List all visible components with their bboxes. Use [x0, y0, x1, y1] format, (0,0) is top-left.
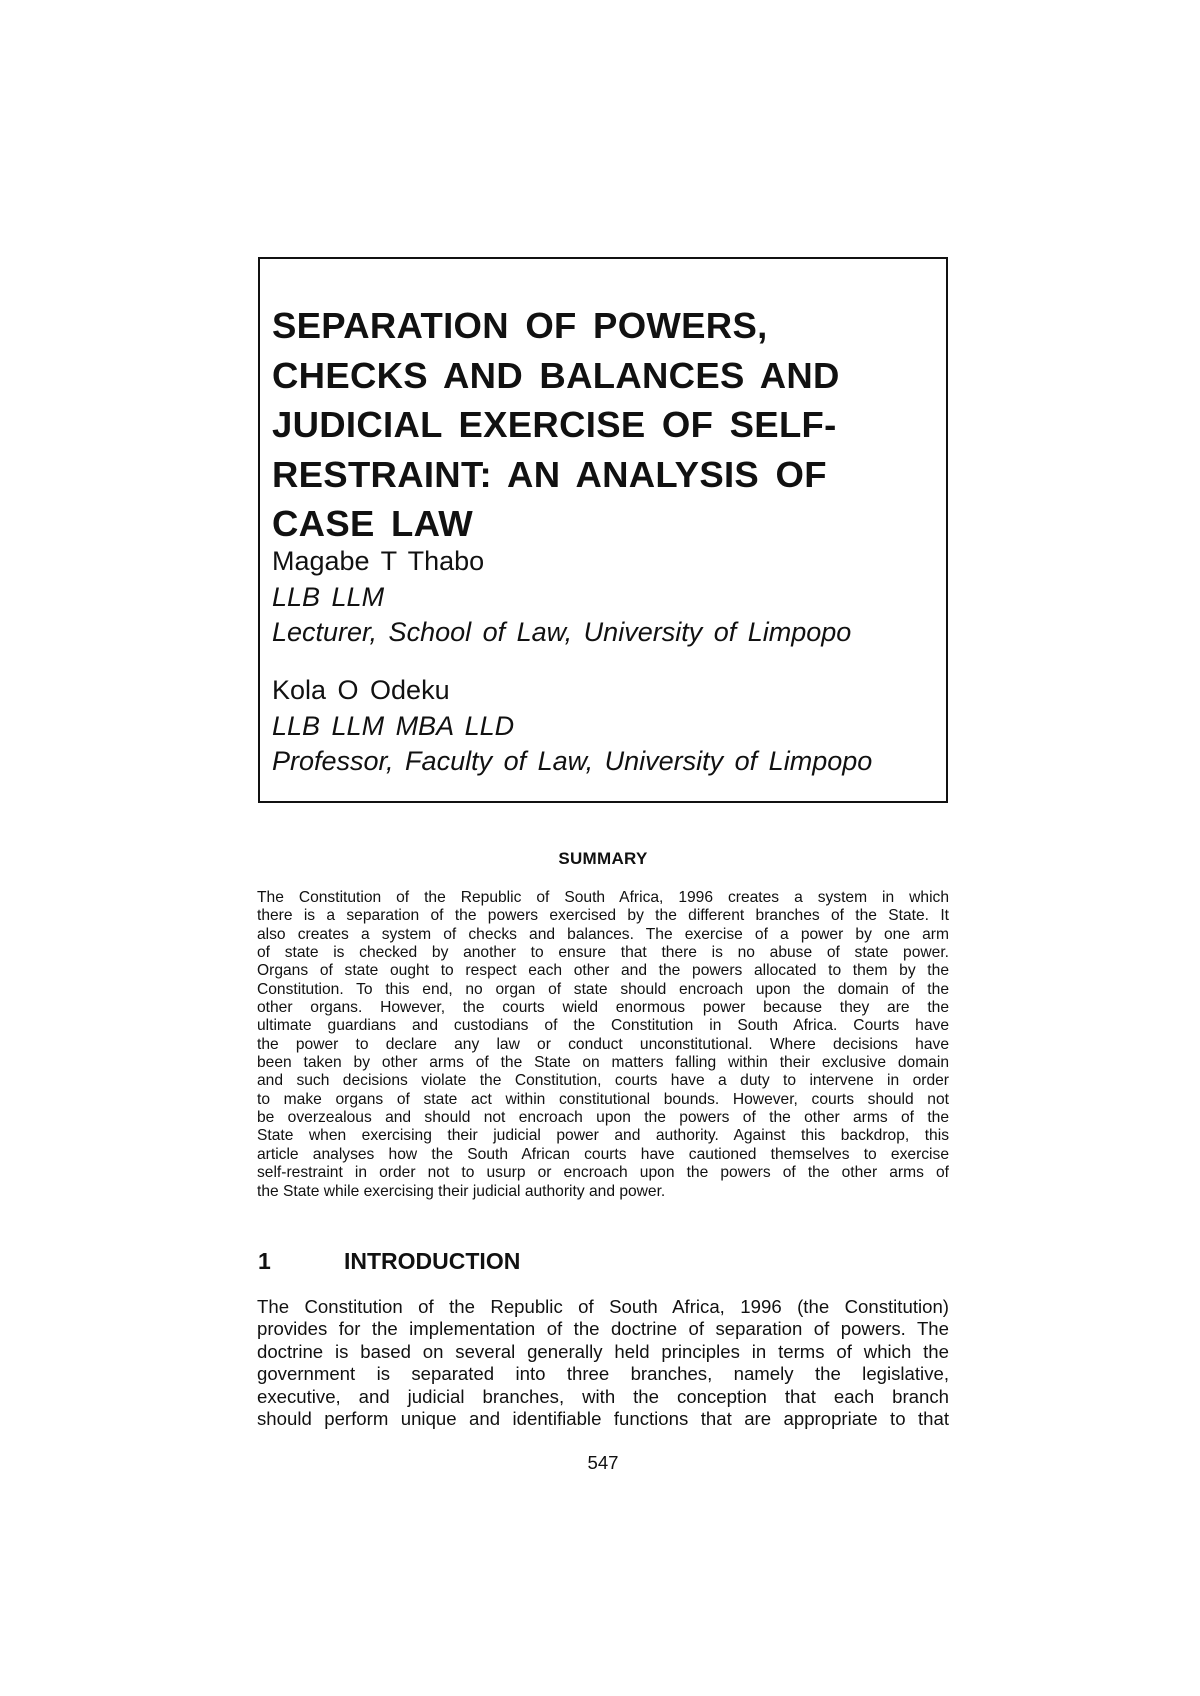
author-degrees: LLB LLM	[272, 581, 385, 612]
summary-heading: SUMMARY	[558, 849, 648, 868]
title-line: RESTRAINT: AN ANALYSIS OF	[272, 453, 827, 495]
summary-line: be overzealous and should not encroach upon the powers of the other arms of the	[257, 1109, 949, 1127]
author-name: Magabe T Thabo	[272, 546, 485, 576]
title-line: JUDICIAL EXERCISE OF SELF-	[272, 404, 837, 445]
summary-line: been taken by other arms of the State on matters falling within their exclusive domain	[257, 1054, 949, 1072]
summary-line: and such decisions violate the Constitution, courts have a duty to intervene in order	[257, 1072, 949, 1090]
page-number: 547	[587, 1452, 619, 1473]
summary-line: of state is checked by another to ensure that there is no abuse of state power.	[257, 944, 949, 962]
title-box	[258, 257, 948, 803]
summary-body	[257, 889, 949, 1201]
body-line: doctrine is based on several generally held principles in terms of which the	[257, 1340, 949, 1362]
summary-line: other organs. However, the courts wield enormous power because they are the	[257, 999, 949, 1017]
section-title: INTRODUCTION	[344, 1248, 521, 1274]
summary-line: the State while exercising their judicial authority and power.	[257, 1182, 666, 1200]
author-block-1	[272, 544, 932, 651]
summary-line: The Constitution of the Republic of South Africa, 1996 creates a system in which	[257, 889, 949, 906]
author-name: Kola O Odeku	[272, 675, 450, 705]
summary-line: to make organs of state act within constitutional bounds. However, courts should not	[257, 1090, 949, 1108]
summary-line: also creates a system of checks and balances. The exercise of a power by one arm	[257, 925, 949, 943]
summary-line: the power to declare any law or conduct unconstitutional. Where decisions have	[257, 1035, 949, 1053]
body-line: government is separated into three branches, namely the legislative,	[257, 1363, 949, 1385]
title-line: CHECKS AND BALANCES AND	[272, 354, 840, 396]
introduction-body	[257, 1296, 949, 1430]
section-heading	[258, 1248, 520, 1275]
body-line: provides for the implementation of the doctrine of separation of powers. The	[257, 1318, 949, 1340]
author-degrees: LLB LLM MBA LLD	[272, 710, 515, 741]
summary-line: self-restraint in order not to usurp or encroach upon the powers of the other arms of	[257, 1164, 949, 1182]
title-line: CASE LAW	[272, 503, 474, 544]
body-line: executive, and judicial branches, with the conception that each branch	[257, 1385, 949, 1407]
summary-line: State when exercising their judicial power and authority. Against this backdrop, this	[257, 1127, 949, 1145]
summary-line: article analyses how the South African courts have cautioned themselves to exercise	[257, 1145, 949, 1163]
summary-line: Organs of state ought to respect each other and the powers allocated to them by the	[257, 962, 949, 980]
author-block-2	[272, 673, 932, 780]
summary-line: there is a separation of the powers exercised by the different branches of the State. It	[257, 907, 949, 925]
summary-line: Constitution. To this end, no organ of state should encroach upon the domain of the	[257, 980, 949, 998]
title-line: SEPARATION OF POWERS,	[272, 305, 768, 346]
author-position: Lecturer, School of Law, University of Limpopo	[272, 617, 852, 647]
article-title	[272, 301, 932, 549]
author-position: Professor, Faculty of Law, University of Limpopo	[272, 746, 873, 776]
section-number: 1	[258, 1248, 271, 1274]
body-line: The Constitution of the Republic of South Africa, 1996 (the Constitution)	[257, 1296, 949, 1317]
summary-line: ultimate guardians and custodians of the Constitution in South Africa. Courts have	[257, 1017, 949, 1035]
body-line: should perform unique and identifiable functions that are appropriate to that	[257, 1408, 949, 1430]
